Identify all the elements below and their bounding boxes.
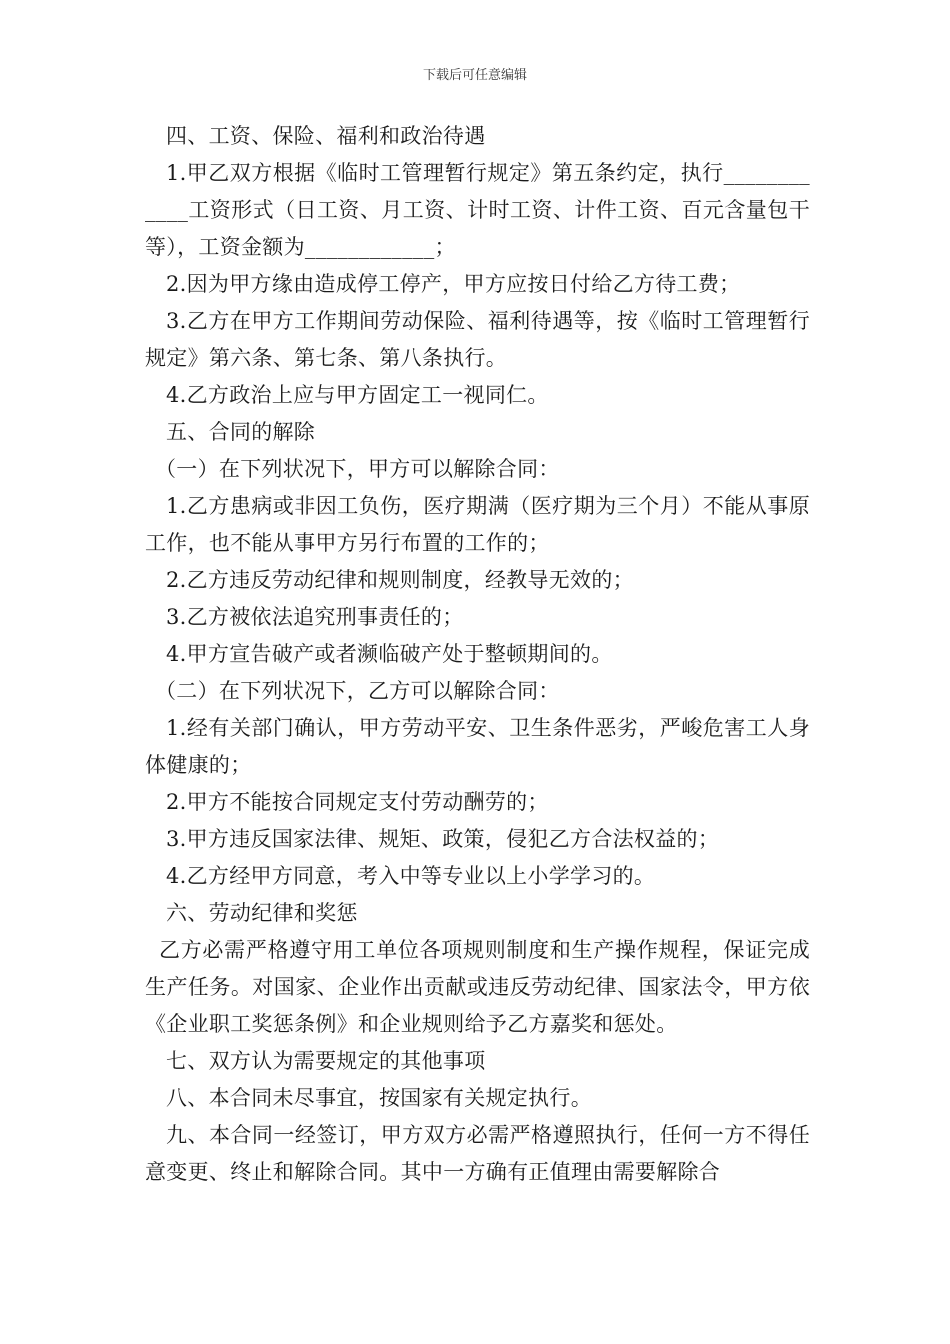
section-heading-4: 四、工资、保险、福利和政治待遇 — [166, 124, 486, 148]
section-heading-9: 九、本合同一经签订，甲方双方必需严格遵照执行，任何一方不得任意变更、终止和解除合同。其中一方确有正值理由需要解除合 — [145, 1123, 810, 1184]
paragraph-6: 乙方必需严格遵守用工单位各项规则制度和生产操作规程，保证完成生产任务。对国家、企业作出贡献或违反劳动纪律、国家法令，甲方依《企业职工奖惩条例》和企业规则给予乙方嘉奖和惩处。 — [145, 938, 810, 1036]
paragraph-4-3: 3.乙方在甲方工作期间劳动保险、福利待遇等，按《临时工管理暂行规定》第六条、第七条、第八条执行。 — [145, 309, 810, 370]
document-body — [145, 118, 810, 1191]
paragraph-5-2-2: 2.甲方不能按合同规定支付劳动酬劳的； — [166, 790, 549, 814]
paragraph-4-1: 1.甲乙双方根据《临时工管理暂行规定》第五条约定，执行____________工资形式（日工资、月工资、计时工资、计件工资、百元含量包干等），工资金额为____________； — [145, 161, 810, 259]
subsection-heading-5-2: （二）在下列状况下，乙方可以解除合同： — [155, 679, 560, 703]
paragraph-5-1-1: 1.乙方患病或非因工负伤，医疗期满（医疗期为三个月）不能从事原工作，也不能从事甲方另行布置的工作的； — [145, 494, 810, 555]
section-heading-5: 五、合同的解除 — [166, 420, 316, 444]
paragraph-5-1-3: 3.乙方被依法追究刑事责任的； — [166, 605, 464, 629]
paragraph-4-2: 2.因为甲方缘由造成停工停产，甲方应按日付给乙方待工费； — [166, 272, 741, 296]
paragraph-5-2-1: 1.经有关部门确认，甲方劳动平安、卫生条件恶劣，严峻危害工人身体健康的； — [145, 716, 810, 777]
page-header: 下载后可任意编辑 — [422, 68, 527, 83]
paragraph-5-2-4: 4.乙方经甲方同意，考入中等专业以上小学学习的。 — [166, 864, 656, 888]
paragraph-5-1-4: 4.甲方宣告破产或者濒临破产处于整顿期间的。 — [166, 642, 613, 666]
paragraph-5-1-2: 2.乙方违反劳动纪律和规则制度，经教导无效的； — [166, 568, 634, 592]
section-heading-8: 八、本合同未尽事宜，按国家有关规定执行。 — [166, 1086, 592, 1110]
subsection-heading-5-1: （一）在下列状况下，甲方可以解除合同： — [155, 457, 560, 481]
section-heading-6: 六、劳动纪律和奖惩 — [166, 901, 358, 925]
paragraph-4-4: 4.乙方政治上应与甲方固定工一视同仁。 — [166, 383, 549, 407]
paragraph-5-2-3: 3.甲方违反国家法律、规矩、政策，侵犯乙方合法权益的； — [166, 827, 720, 851]
section-heading-7: 七、双方认为需要规定的其他事项 — [166, 1049, 486, 1073]
